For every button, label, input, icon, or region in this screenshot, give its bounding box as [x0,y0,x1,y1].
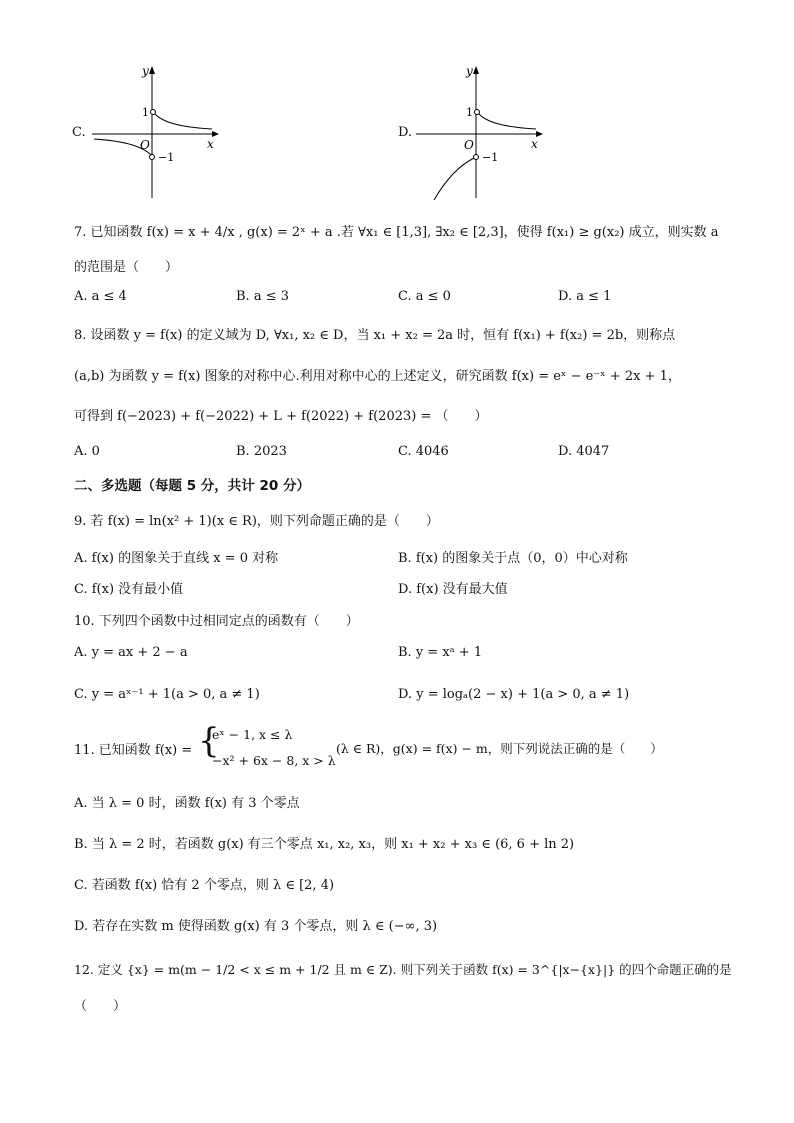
axis-y-label: y [466,64,473,78]
q10-option-b[interactable]: B. y = xᵃ + 1 [398,645,483,660]
origin-label: O [140,138,150,152]
q8-option-b[interactable]: B. 2023 [236,444,287,459]
q7-line-2: 的范围是（ ） [74,260,179,275]
q11-prefix: 11. 已知函数 f(x) = [74,743,193,758]
q11-option-a[interactable]: A. 当 λ = 0 时，函数 f(x) 有 3 个零点 [74,796,300,811]
q7-option-c[interactable]: C. a ≤ 0 [398,289,451,304]
section-2-title: 二、多选题（每题 5 分，共计 20 分） [74,478,310,494]
q7-option-d[interactable]: D. a ≤ 1 [558,289,612,304]
q8-line-1: 8. 设函数 y = f(x) 的定义域为 D, ∀x₁, x₂ ∈ D，当 x₁ + x₂ = 2a 时，恒有 f(x₁) + f(x₂) = 2b，则称点 [74,328,676,343]
tick-neg-one-label: −1 [158,151,175,164]
option-c-label: C. [72,125,86,140]
q8-option-d[interactable]: D. 4047 [558,444,610,459]
q11-case-1: eˣ − 1, x ≤ λ [212,727,293,742]
axis-x-label: x [207,137,214,151]
q9-option-c[interactable]: C. f(x) 没有最小值 [74,582,184,597]
q12-stem: 12. 定义 {x} = m(m − 1/2 < x ≤ m + 1/2 且 m ∈ Z). 则下列关于函数 f(x) = 3^{|x−{x}|} 的四个命题正确的是 [74,962,732,977]
graph-option-c [88,60,228,202]
q9-option-d[interactable]: D. f(x) 没有最大值 [398,582,508,597]
origin-label: O [464,138,474,152]
q9-stem: 9. 若 f(x) = ln(x² + 1)(x ∈ R)，则下列命题正确的是（ ） [74,514,439,529]
q11-option-d[interactable]: D. 若存在实数 m 使得函数 g(x) 有 3 个零点，则 λ ∈ (−∞, 3) [74,919,438,934]
tick-neg-one-label: −1 [482,151,499,164]
q10-stem: 10. 下列四个函数中过相同定点的函数有（ ） [74,614,359,629]
q11-suffix: (λ ∈ R)，g(x) = f(x) − m，则下列说法正确的是（ ） [336,741,663,756]
q11-option-b[interactable]: B. 当 λ = 2 时，若函数 g(x) 有三个零点 x₁, x₂, x₃，则 x₁ + x₂ + x₃ ∈ (6, 6 + ln 2) [74,837,575,852]
q11-case-2: −x² + 6x − 8, x > λ [212,753,336,768]
q8-option-a[interactable]: A. 0 [74,444,100,459]
axis-y-label: y [142,64,149,78]
q10-option-c[interactable]: C. y = aˣ⁻¹ + 1(a > 0, a ≠ 1) [74,687,260,702]
q8-line-3: 可得到 f(−2023) + f(−2022) + L + f(2022) + f(2023) = （ ） [74,409,488,424]
q11-brace: { [198,721,220,761]
q7-option-a[interactable]: A. a ≤ 4 [74,289,127,304]
q10-option-d[interactable]: D. y = logₐ(2 − x) + 1(a > 0, a ≠ 1) [398,687,630,702]
q10-option-a[interactable]: A. y = ax + 2 − a [74,645,188,660]
option-d-label: D. [398,125,413,140]
graph-option-d [412,60,552,202]
q11-option-c[interactable]: C. 若函数 f(x) 恰有 2 个零点，则 λ ∈ [2, 4) [74,878,335,893]
tick-one-label: 1 [466,106,473,119]
q7-option-b[interactable]: B. a ≤ 3 [236,289,289,304]
q8-line-2: (a,b) 为函数 y = f(x) 图象的对称中心.利用对称中心的上述定义，研究函数 f(x) = eˣ − e⁻ˣ + 2x + 1， [74,369,681,384]
q12-paren: （ ） [74,999,127,1014]
q9-option-b[interactable]: B. f(x) 的图象关于点（0，0）中心对称 [398,551,628,566]
q9-option-a[interactable]: A. f(x) 的图象关于直线 x = 0 对称 [74,551,279,566]
q8-option-c[interactable]: C. 4046 [398,444,449,459]
axis-x-label: x [531,137,538,151]
tick-one-label: 1 [142,106,149,119]
q7-line-1: 7. 已知函数 f(x) = x + 4/x , g(x) = 2ˣ + a .若 ∀x₁ ∈ [1,3], ∃x₂ ∈ [2,3]，使得 f(x₁) ≥ g(x₂) 成立，则实数 a [74,225,719,240]
